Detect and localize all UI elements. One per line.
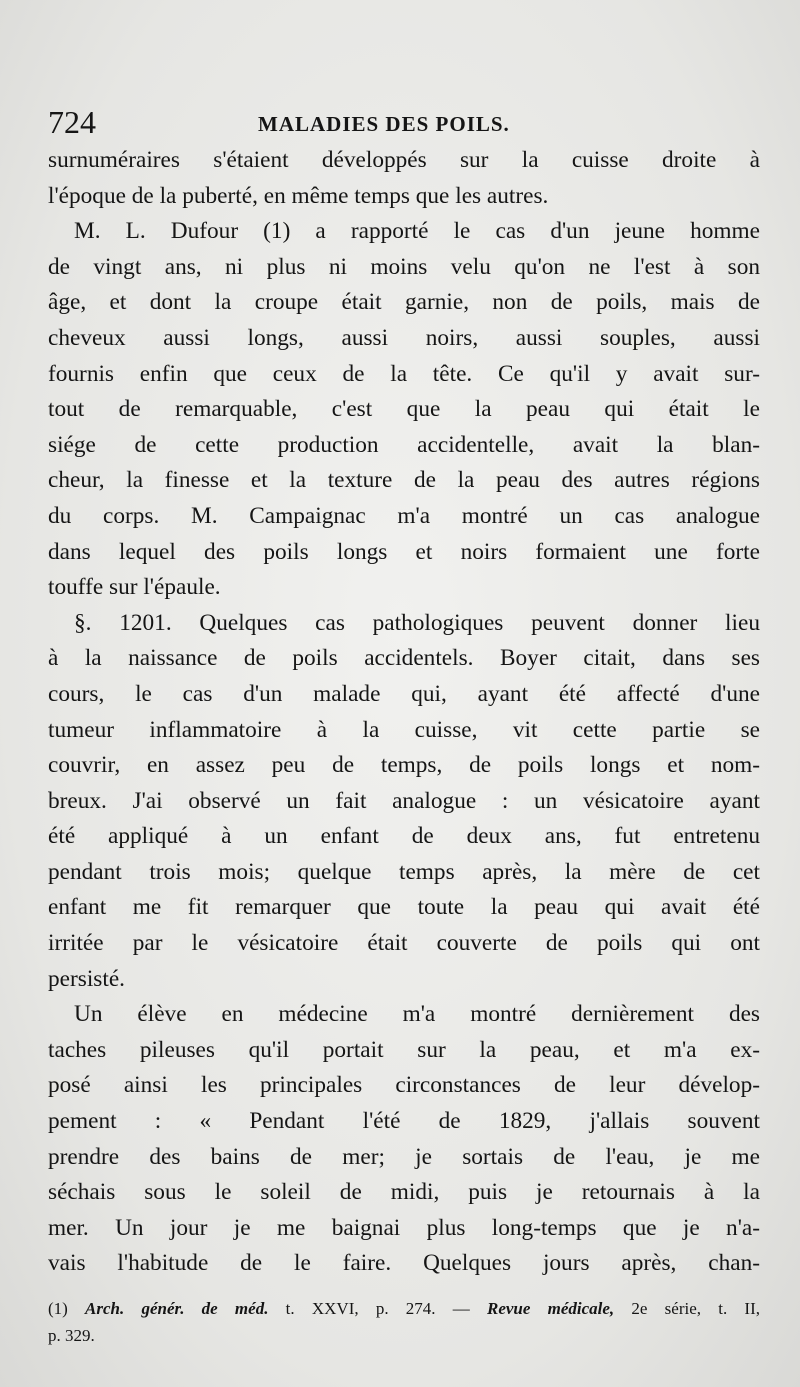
text-line: touffe sur l'épaule.: [48, 574, 221, 601]
text-line: siége de cette production accidentelle, avait la blan-: [48, 431, 760, 458]
text-line: M. L. Dufour (1) a rapporté le cas d'un jeune homme: [74, 218, 760, 245]
running-title: MALADIES DES POILS.: [258, 112, 510, 136]
footnote-marker: (1): [48, 1299, 68, 1318]
text-line: du corps. M. Campaignac m'a montré un cas analogue: [48, 502, 760, 529]
text-line: cours, le cas d'un malade qui, ayant été affecté d'une: [48, 680, 760, 707]
text-line: couvrir, en assez peu de temps, de poils longs et nom-: [48, 752, 760, 779]
text-line: âge, et dont la croupe était garnie, non de poils, mais de: [48, 289, 760, 316]
footnote-line: [48, 1295, 760, 1322]
text-line: Un élève en médecine m'a montré dernièrement des: [74, 1001, 760, 1028]
text-line: été appliqué à un enfant de deux ans, fut entretenu: [48, 823, 760, 850]
page-header: [48, 100, 760, 144]
body-text: [48, 143, 760, 1282]
text-line: irritée par le vésicatoire était couverte de poils qui ont: [48, 930, 760, 957]
footnote-reference: 2e série, t. II,: [631, 1299, 760, 1318]
text-line: prendre des bains de mer; je sortais de l'eau, je me: [48, 1143, 760, 1170]
footnote-source: Revue médicale,: [486, 1299, 615, 1318]
text-line: §. 1201. Quelques cas pathologiques peuvent donner lieu: [74, 609, 760, 636]
text-line: séchais sous le soleil de midi, puis je retournais à la: [48, 1179, 760, 1206]
text-line: pendant trois mois; quelque temps après, la mère de cet: [48, 858, 760, 885]
text-line: l'époque de la puberté, en même temps que les autres.: [48, 182, 549, 209]
text-line: cheur, la finesse et la texture de la peau des autres régions: [48, 467, 760, 494]
footnote-reference: p. 329.: [48, 1326, 95, 1345]
text-line: fournis enfin que ceux de la tête. Ce qu'il y avait sur-: [48, 360, 760, 387]
text-line: mer. Un jour je me baignai plus long-temps que je n'a-: [48, 1214, 760, 1241]
text-line: de vingt ans, ni plus ni moins velu qu'on ne l'est à son: [48, 253, 760, 280]
footnote: [48, 1295, 760, 1349]
text-line: persisté.: [48, 965, 125, 992]
text-line: vais l'habitude de le faire. Quelques jours après, chan-: [48, 1250, 760, 1277]
text-line: pement : « Pendant l'été de 1829, j'allais souvent: [48, 1108, 760, 1135]
page-number: 724: [48, 104, 96, 140]
text-line: dans lequel des poils longs et noirs formaient une forte: [48, 538, 760, 565]
footnote-reference: t. XXVI, p. 274. —: [285, 1299, 470, 1318]
text-line: tout de remarquable, c'est que la peau qui était le: [48, 396, 760, 423]
footnote-line: [48, 1322, 760, 1349]
text-line: breux. J'ai observé un fait analogue : un vésicatoire ayant: [48, 787, 760, 814]
text-line: enfant me fit remarquer que toute la peau qui avait été: [48, 894, 760, 921]
text-line: tumeur inflammatoire à la cuisse, vit cette partie se: [48, 716, 760, 743]
text-line: cheveux aussi longs, aussi noirs, aussi souples, aussi: [48, 324, 760, 351]
text-line: posé ainsi les principales circonstances de leur dévelop-: [48, 1072, 760, 1099]
footnote-source: Arch. génér. de méd.: [85, 1299, 269, 1318]
text-line: taches pileuses qu'il portait sur la peau, et m'a ex-: [48, 1036, 760, 1063]
text-line: à la naissance de poils accidentels. Boyer citait, dans ses: [48, 645, 760, 672]
text-line: surnuméraires s'étaient développés sur la cuisse droite à: [48, 147, 760, 173]
